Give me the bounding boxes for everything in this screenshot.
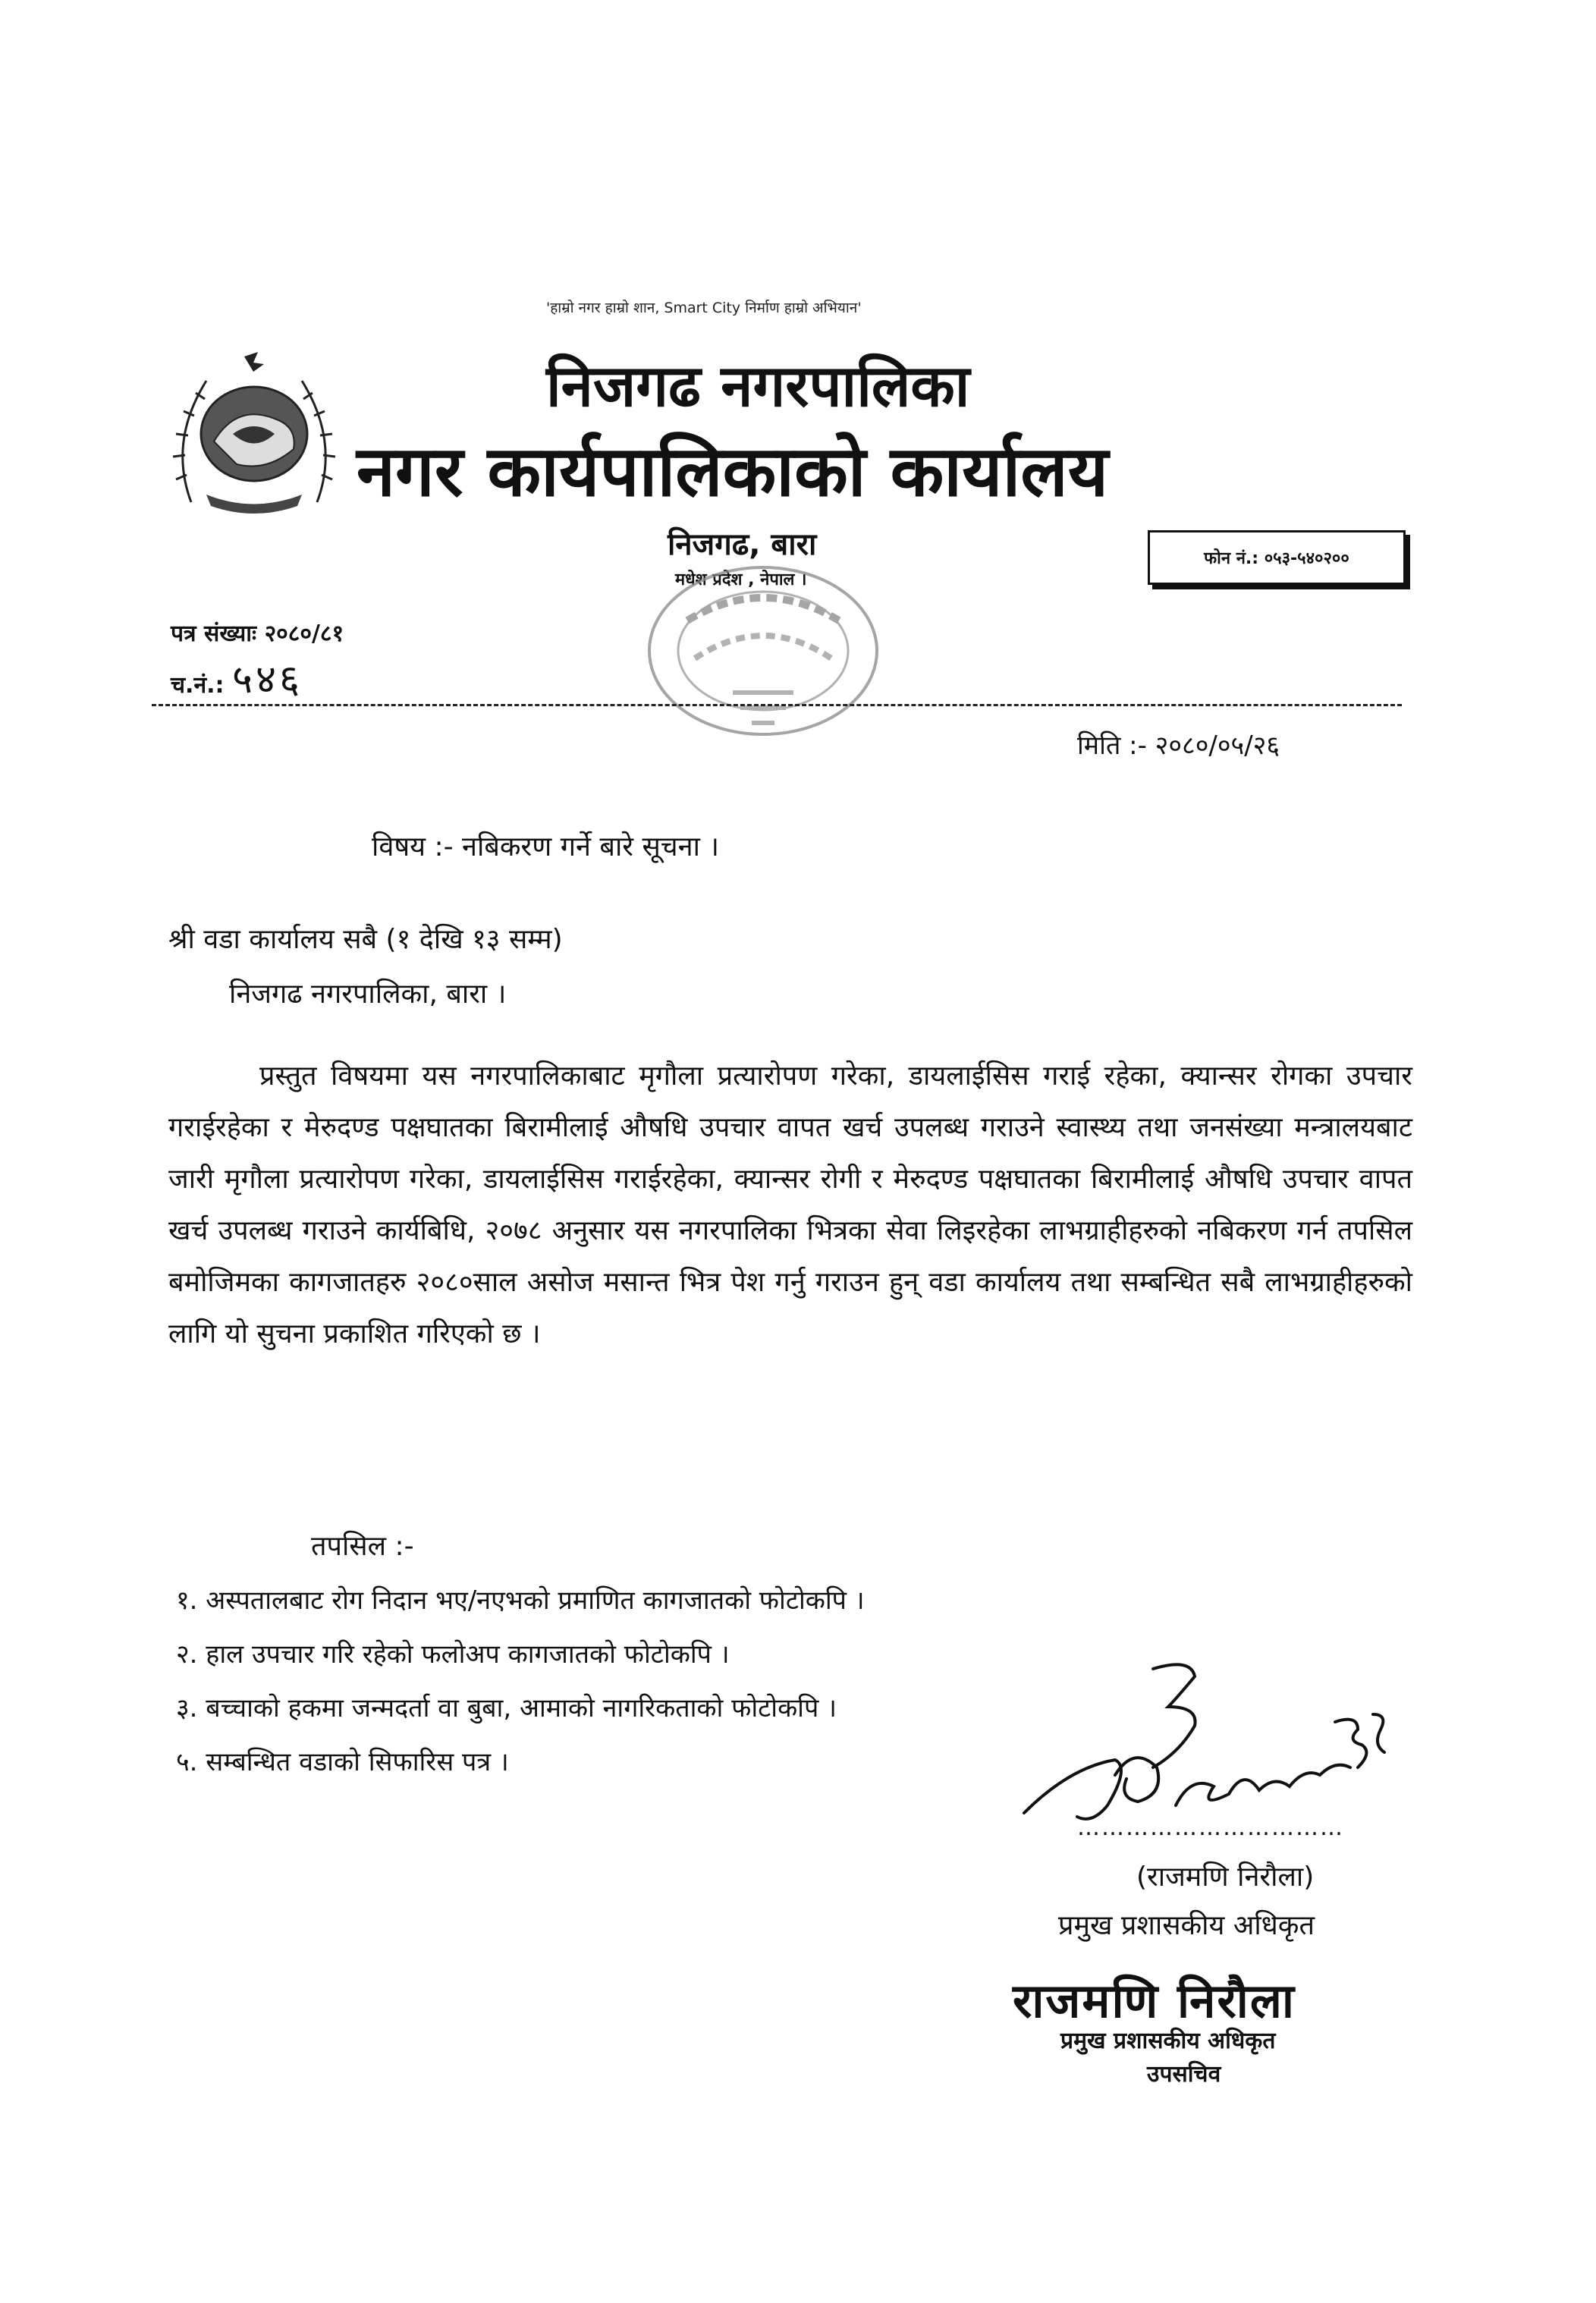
list-item: ५. सम्बन्धित वडाको सिफारिस पत्र ।	[176, 1747, 509, 1777]
name-stamp-title: प्रमुख प्रशासकीय अधिकृत	[1060, 2028, 1276, 2054]
name-stamp-subtitle: उपसचिव	[1147, 2061, 1221, 2088]
chalani-label: च.नं.:	[171, 672, 225, 699]
letter-subject: विषय :- नबिकरण गर्ने बारे सूचना ।	[372, 831, 720, 862]
signature-line: ……………………………	[1077, 1814, 1344, 1841]
list-item: १. अस्पतालबाट रोग निदान भए/नएभको प्रमाणित कागजातको फोटोकपि ।	[176, 1585, 865, 1616]
recipient-block	[168, 913, 563, 1022]
reference-block	[171, 611, 344, 708]
patra-sankhya	[171, 611, 344, 657]
chalani-value: ५४६	[231, 657, 303, 702]
recipient-line-1: श्री वडा कार्यालय सबै (१ देखि १३ सम्म)	[168, 924, 563, 955]
patra-sankhya-label: पत्र संख्याः	[171, 621, 257, 647]
address-line-2: मधेश प्रदेश , नेपाल ।	[675, 570, 807, 589]
header-divider	[152, 704, 1402, 706]
signatory-title: प्रमुख प्रशासकीय अधिकृत	[1058, 1910, 1315, 1941]
list-item: २. हाल उपचार गरि रहेको फलोअप कागजातको फोटोकपि ।	[176, 1639, 730, 1670]
phone-number: फोन नं.: ०५३-५४०२००	[1204, 549, 1349, 568]
recipient-line-2: निजगढ नगरपालिका, बारा ।	[229, 979, 507, 1010]
name-stamp: राजमणि निरौला	[1013, 1973, 1296, 2028]
nepal-government-emblem-icon	[161, 350, 347, 517]
org-name: निजगढ नगरपालिका	[546, 352, 970, 419]
tapasil-list	[176, 1574, 865, 1789]
tagline: 'हाम्रो नगर हाम्रो शान, Smart City निर्माण हाम्रो अभियान'	[546, 300, 862, 316]
phone-box	[1148, 530, 1406, 585]
tapasil-heading: तपसिल :-	[311, 1531, 414, 1562]
list-item: ३. बच्चाको हकमा जन्मदर्ता वा बुबा, आमाको नागरिकताको फोटोकपि ।	[176, 1693, 837, 1723]
office-name: नगर कार्यपालिकाको कार्यालय	[357, 431, 1109, 512]
signatory-name: (राजमणि निरौला)	[1136, 1862, 1315, 1893]
letter-body: प्रस्तुत विषयमा यस नगरपालिकाबाट मृगौला प्रत्यारोपण गरेका, डायलाईसिस गराई रहेका, क्यान्सर रोगका उपचार गराईरहेका र मेरुदण्ड पक्षघातका बिरामीलाई औषधि उपचार वापत खर्च उपलब्ध गराउने स्वास्थ्य तथा जनसंख्या मन्त्रालयबाट जारी मृगौला प्रत्यारोपण गरेका, डायलाईसिस गराईरहेका, क्यान्सर रोगी र मेरुदण्ड पक्षघातका बिरामीलाई औषधि उपचार वापत खर्च उपलब्ध गराउने कार्यबिधि, २०७८ अनुसार यस नगरपालिका भित्रका सेवा लिइरहेका लाभग्राहीहरुको नबिकरण गर्न तपसिल बमोजिमका कागजातहरु २०८०साल असोज मसान्त भित्र पेश गर्नु गराउन हुन् वडा कार्यालय तथा सम्बन्धित सबै लाभग्राहीहरुको लागि यो सुचना प्रकाशित गरिएको छ ।	[168, 1060, 1412, 1349]
office-seal-stamp	[642, 560, 884, 746]
letter-date: मिति :- २०८०/०५/२६	[1077, 730, 1280, 761]
chalani-number	[171, 657, 344, 708]
patra-sankhya-value: २०८०/८१	[264, 621, 344, 647]
address-line-1: निजगढ, बारा	[668, 527, 817, 562]
